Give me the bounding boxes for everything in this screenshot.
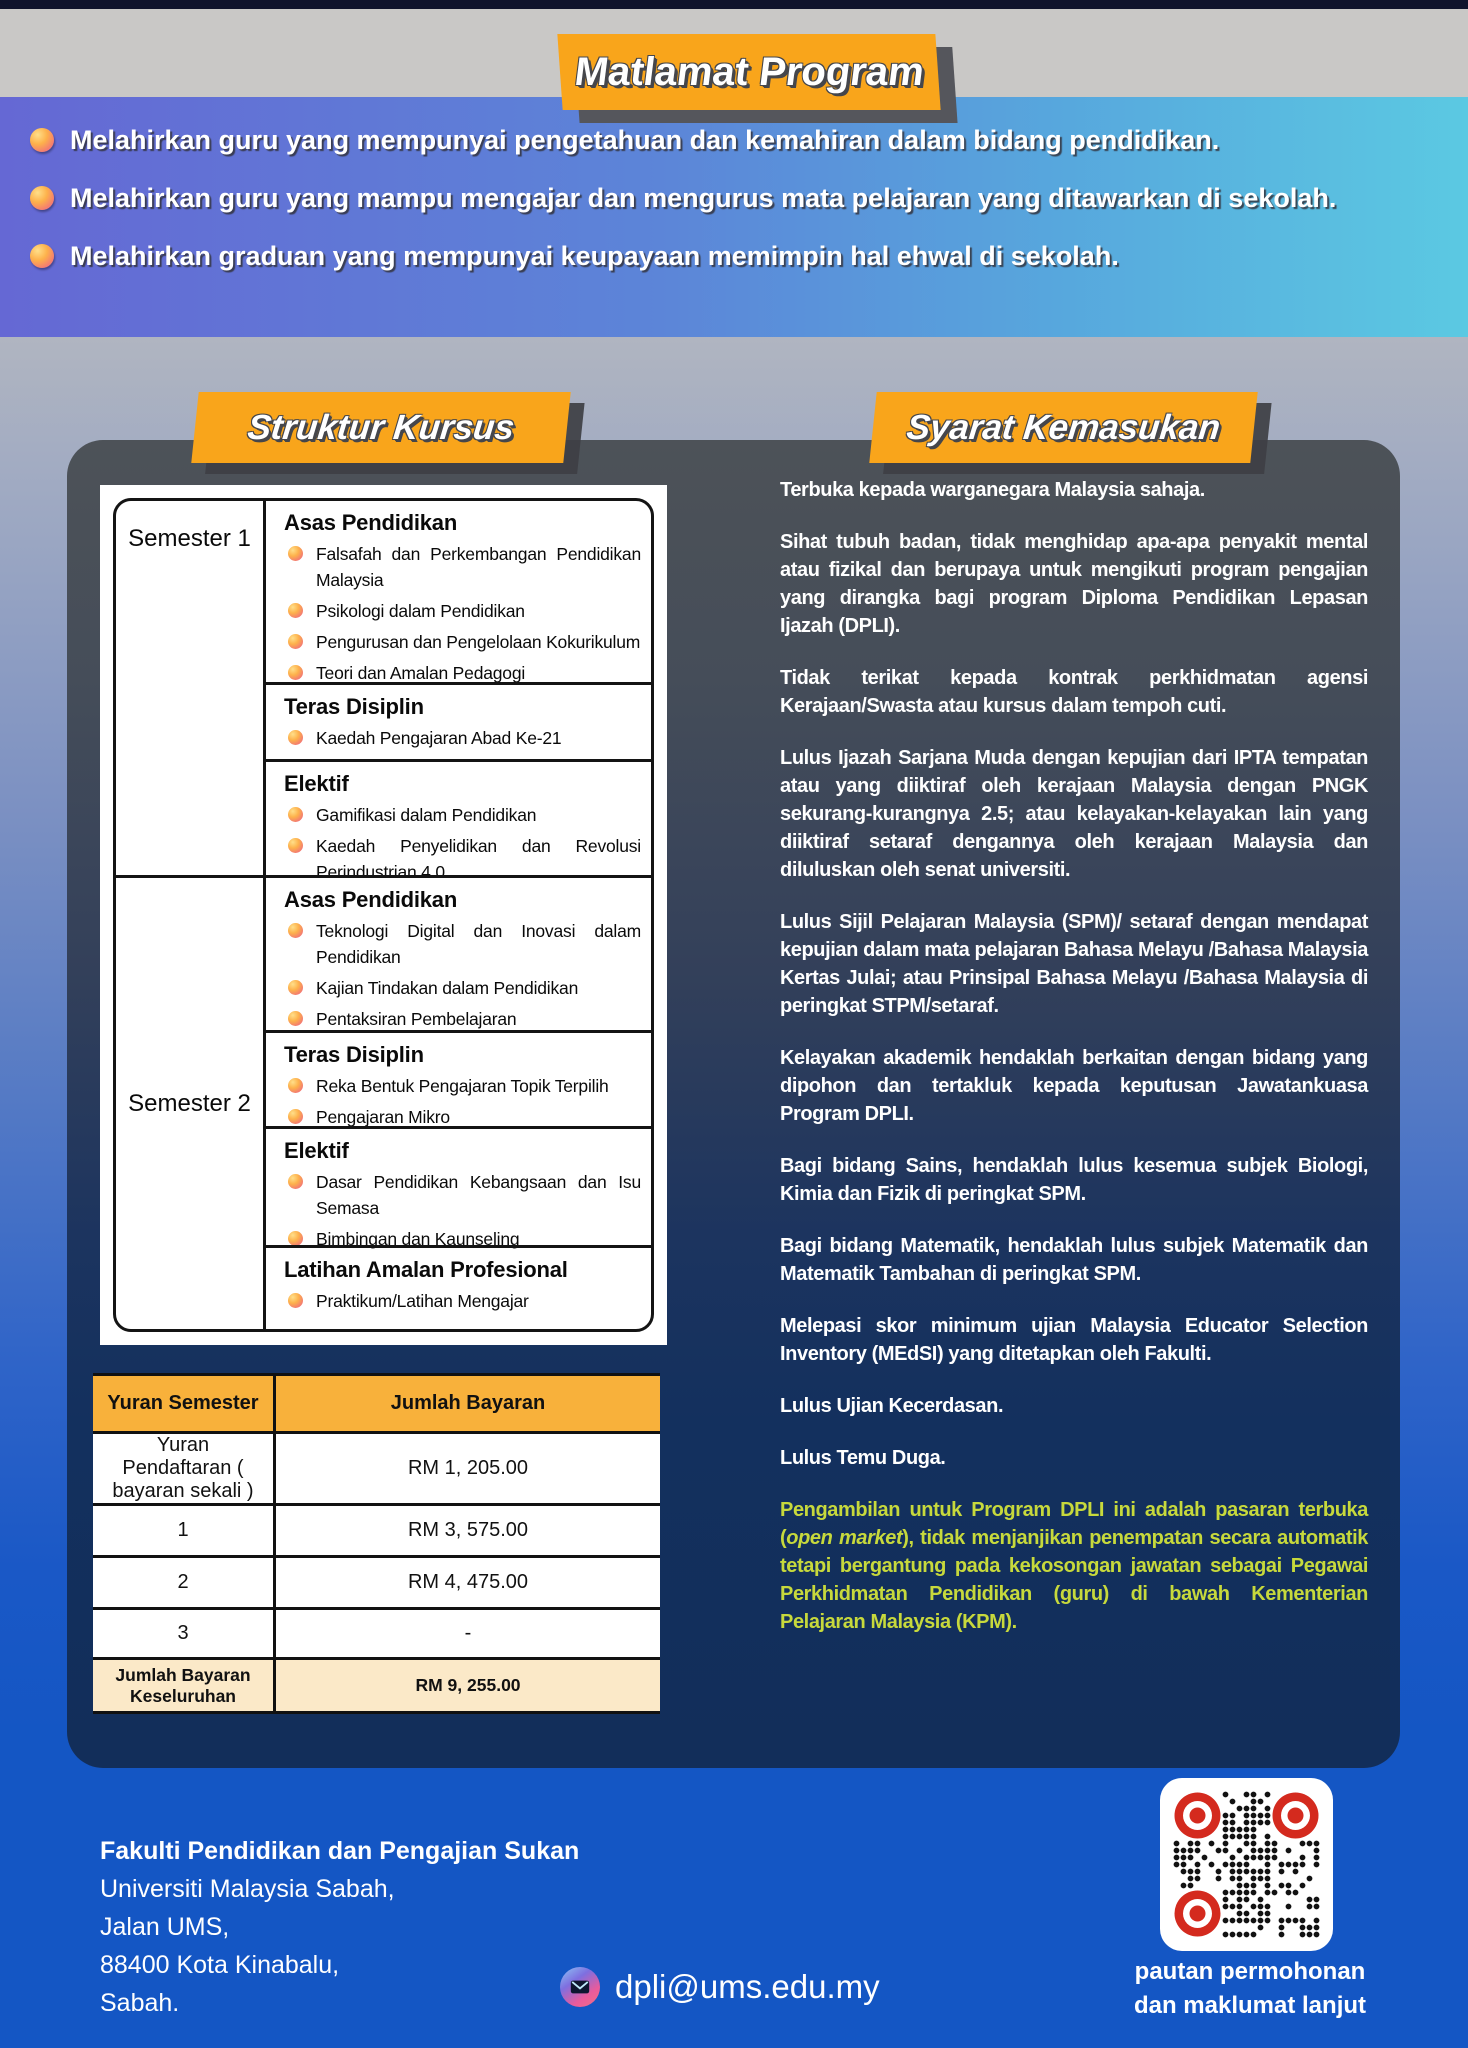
course-item: Teori dan Amalan Pedagogi bbox=[284, 660, 641, 686]
goal-text: Melahirkan graduan yang mempunyai keupayaan memimpin hal ehwal di sekolah. bbox=[70, 240, 1119, 271]
section-title: Asas Pendidikan bbox=[284, 510, 458, 535]
bullet-icon bbox=[288, 1293, 303, 1308]
course-section bbox=[266, 1245, 651, 1329]
course-item: Reka Bentuk Pengajaran Topik Terpilih bbox=[284, 1073, 641, 1099]
requirement-paragraph: Bagi bidang Sains, hendaklah lulus kesemua subjek Biologi, Kimia dan Fizik di peringkat SPM. bbox=[780, 1155, 1368, 1205]
bullet-icon bbox=[288, 980, 303, 995]
bullet-icon bbox=[288, 1109, 303, 1124]
course-structure-table bbox=[113, 498, 654, 1332]
course-item: Pengajaran Mikro bbox=[284, 1104, 641, 1130]
requirement-paragraph: Terbuka kepada warganegara Malaysia sahaja. bbox=[780, 479, 1205, 501]
content-panel bbox=[67, 440, 1400, 1768]
bullet-icon bbox=[288, 546, 303, 561]
goal-item bbox=[0, 111, 1468, 169]
course-item: Dasar Pendidikan Kebangsaan dan Isu Semasa bbox=[284, 1169, 641, 1221]
goals-band bbox=[0, 97, 1468, 337]
section-title: Teras Disiplin bbox=[284, 1042, 424, 1067]
requirement-paragraph: Lulus Ijazah Sarjana Muda dengan kepujian dari IPTA tempatan atau yang diiktiraf oleh kerajaan Malaysia dengan PNGK sekurang-kurangnya 2.5; atau kelayakan-kelayakan lain yang diiktiraf setaraf dengannya oleh kerajaan Malaysia dan diluluskan oleh senat universiti. bbox=[780, 747, 1368, 881]
requirement-paragraph: Bagi bidang Matematik, hendaklah lulus subjek Matematik dan Matematik Tambahan di peringkat SPM. bbox=[780, 1235, 1368, 1285]
requirement-paragraph: Tidak terikat kepada kontrak perkhidmatan agensi Kerajaan/Swasta atau kursus dalam tempoh cuti. bbox=[780, 667, 1368, 717]
top-border-line bbox=[0, 0, 1468, 9]
main-area bbox=[0, 337, 1468, 2048]
course-item: Teknologi Digital dan Inovasi dalam Pendidikan bbox=[284, 918, 641, 970]
section-title: Elektif bbox=[284, 771, 349, 796]
section-title: Teras Disiplin bbox=[284, 694, 424, 719]
bullet-icon bbox=[288, 1231, 303, 1246]
goal-item bbox=[0, 227, 1468, 285]
requirement-paragraph: Sihat tubuh badan, tidak menghidap apa-apa penyakit mental atau fizikal dan berupaya untuk mengikuti program pengajian yang dirangka bagi program Diploma Pendidikan Lepasan Ijazah (DPLI). bbox=[780, 531, 1368, 637]
qr-finder-bottom-left bbox=[1175, 1891, 1221, 1937]
qr-finder-top-right bbox=[1273, 1793, 1319, 1839]
bullet-icon bbox=[288, 1011, 303, 1026]
fee-header-cell: Yuran Semester bbox=[93, 1376, 276, 1431]
faculty-address bbox=[100, 1832, 579, 2022]
bullet-icon bbox=[30, 244, 54, 268]
requirements-text bbox=[780, 476, 1368, 1636]
fee-row-value: - bbox=[276, 1607, 660, 1657]
fee-total-value: RM 9, 255.00 bbox=[276, 1657, 660, 1711]
requirement-paragraph: Lulus Sijil Pelajaran Malaysia (SPM)/ setaraf dengan mendapat kepujian dalam mata pelajaran Bahasa Melayu /Bahasa Malaysia Kertas Julai; atau Prinsipal Bahasa Melayu /Bahasa Malaysia di peringkat STPM/setaraf. bbox=[780, 911, 1368, 1017]
bullet-icon bbox=[288, 923, 303, 938]
program-goals-badge bbox=[557, 34, 940, 110]
course-item: Kaedah Penyelidikan dan Revolusi Perindustrian 4.0 bbox=[284, 833, 641, 885]
course-item: Praktikum/Latihan Mengajar bbox=[284, 1288, 641, 1314]
faculty-name: Fakulti Pendidikan dan Pengajian Sukan bbox=[100, 1837, 580, 1865]
requirement-paragraph: Kelayakan akademik hendaklah berkaitan dengan bidang yang dipohon dan tertakluk kepada keputusan Jawatankuasa Program DPLI. bbox=[780, 1047, 1368, 1125]
requirement-paragraph: Lulus Temu Duga. bbox=[780, 1447, 946, 1469]
course-item: Gamifikasi dalam Pendidikan bbox=[284, 802, 641, 828]
goal-item bbox=[0, 169, 1468, 227]
bullet-icon bbox=[288, 730, 303, 745]
address-line: Universiti Malaysia Sabah, bbox=[100, 1875, 395, 1903]
address-line: 88400 Kota Kinabalu, bbox=[100, 1951, 340, 1979]
course-item: Psikologi dalam Pendidikan bbox=[284, 598, 641, 624]
course-structure-card bbox=[100, 485, 667, 1345]
bullet-icon bbox=[288, 1174, 303, 1189]
address-line: Jalan UMS, bbox=[100, 1913, 230, 1941]
bullet-icon bbox=[288, 603, 303, 618]
course-item: Kaedah Pengajaran Abad Ke-21 bbox=[284, 725, 641, 751]
bullet-icon bbox=[30, 186, 54, 210]
goal-text: Melahirkan guru yang mampu mengajar dan mengurus mata pelajaran yang ditawarkan di sekolah. bbox=[70, 182, 1337, 213]
address-line: Sabah. bbox=[100, 1989, 180, 2017]
course-section bbox=[266, 501, 651, 682]
fee-row-value: RM 3, 575.00 bbox=[276, 1503, 660, 1555]
course-structure-badge bbox=[191, 392, 570, 463]
qr-code-svg bbox=[1173, 1791, 1320, 1938]
course-item: Pentaksiran Pembelajaran bbox=[284, 1006, 641, 1032]
semester-1-label: Semester 1 bbox=[116, 501, 266, 875]
header-band bbox=[0, 9, 1468, 97]
bullet-icon bbox=[288, 665, 303, 680]
bullet-icon bbox=[288, 838, 303, 853]
fee-row-label: 3 bbox=[93, 1607, 276, 1657]
requirements-badge-label: Syarat Kemasukan bbox=[904, 407, 1223, 447]
course-item: Pengurusan dan Pengelolaan Kokurikulum bbox=[284, 629, 641, 655]
semester-2-label: Semester 2 bbox=[116, 875, 266, 1329]
requirement-paragraph: Melepasi skor minimum ujian Malaysia Educator Selection Inventory (MEdSI) yang ditetapkan oleh Fakulti. bbox=[780, 1315, 1368, 1365]
course-item: Bimbingan dan Kaunseling bbox=[284, 1226, 641, 1252]
bullet-icon bbox=[288, 1078, 303, 1093]
fee-row-value: RM 1, 205.00 bbox=[276, 1431, 660, 1503]
qr-caption: pautan permohonan dan maklumat lanjut bbox=[1133, 1958, 1367, 2019]
course-section bbox=[266, 759, 651, 882]
fee-row-label: 2 bbox=[93, 1555, 276, 1607]
section-title: Elektif bbox=[284, 1138, 349, 1163]
open-market-note: Pengambilan untuk Program DPLI ini adalah pasaran terbuka (open market), tidak menjanjikan penempatan secara automatik tetapi bergantung pada kekosongan jawatan sebagai Pegawai Perkhidmatan Pendidikan (guru) di bawah Kementerian Pelajaran Malaysia (KPM). bbox=[780, 1499, 1368, 1633]
program-goals-badge-label: Matlamat Program bbox=[572, 49, 925, 94]
bullet-icon bbox=[30, 128, 54, 152]
qr-code bbox=[1160, 1778, 1333, 1951]
course-section bbox=[266, 875, 651, 1030]
fee-row-value: RM 4, 475.00 bbox=[276, 1555, 660, 1607]
course-item: Kajian Tindakan dalam Pendidikan bbox=[284, 975, 641, 1001]
qr-finder-top-left bbox=[1175, 1793, 1221, 1839]
open-market-italic: open market bbox=[786, 1527, 903, 1549]
course-structure-badge-label: Struktur Kursus bbox=[245, 407, 517, 447]
requirement-paragraph: Lulus Ujian Kecerdasan. bbox=[780, 1395, 1004, 1417]
fee-header-cell: Jumlah Bayaran bbox=[276, 1376, 660, 1431]
fee-row-label: 1 bbox=[93, 1503, 276, 1555]
fee-table bbox=[93, 1373, 660, 1714]
email-address: dpli@ums.edu.my bbox=[615, 1968, 880, 2005]
course-section bbox=[266, 1126, 651, 1249]
fee-total-label: Jumlah Bayaran Keseluruhan bbox=[93, 1657, 276, 1711]
bullet-icon bbox=[288, 634, 303, 649]
course-section bbox=[266, 682, 651, 759]
fee-row-label: Yuran Pendaftaran ( bayaran sekali ) bbox=[93, 1431, 276, 1503]
course-item: Falsafah dan Perkembangan Pendidikan Malaysia bbox=[284, 541, 641, 593]
goal-text: Melahirkan guru yang mempunyai pengetahuan dan kemahiran dalam bidang pendidikan. bbox=[70, 124, 1220, 155]
bullet-icon bbox=[288, 807, 303, 822]
requirements-badge bbox=[869, 392, 1257, 463]
section-title: Asas Pendidikan bbox=[284, 887, 458, 912]
email-row bbox=[560, 1967, 880, 2007]
section-title: Latihan Amalan Profesional bbox=[284, 1257, 568, 1282]
email-icon bbox=[560, 1967, 600, 2007]
course-section bbox=[266, 1030, 651, 1126]
